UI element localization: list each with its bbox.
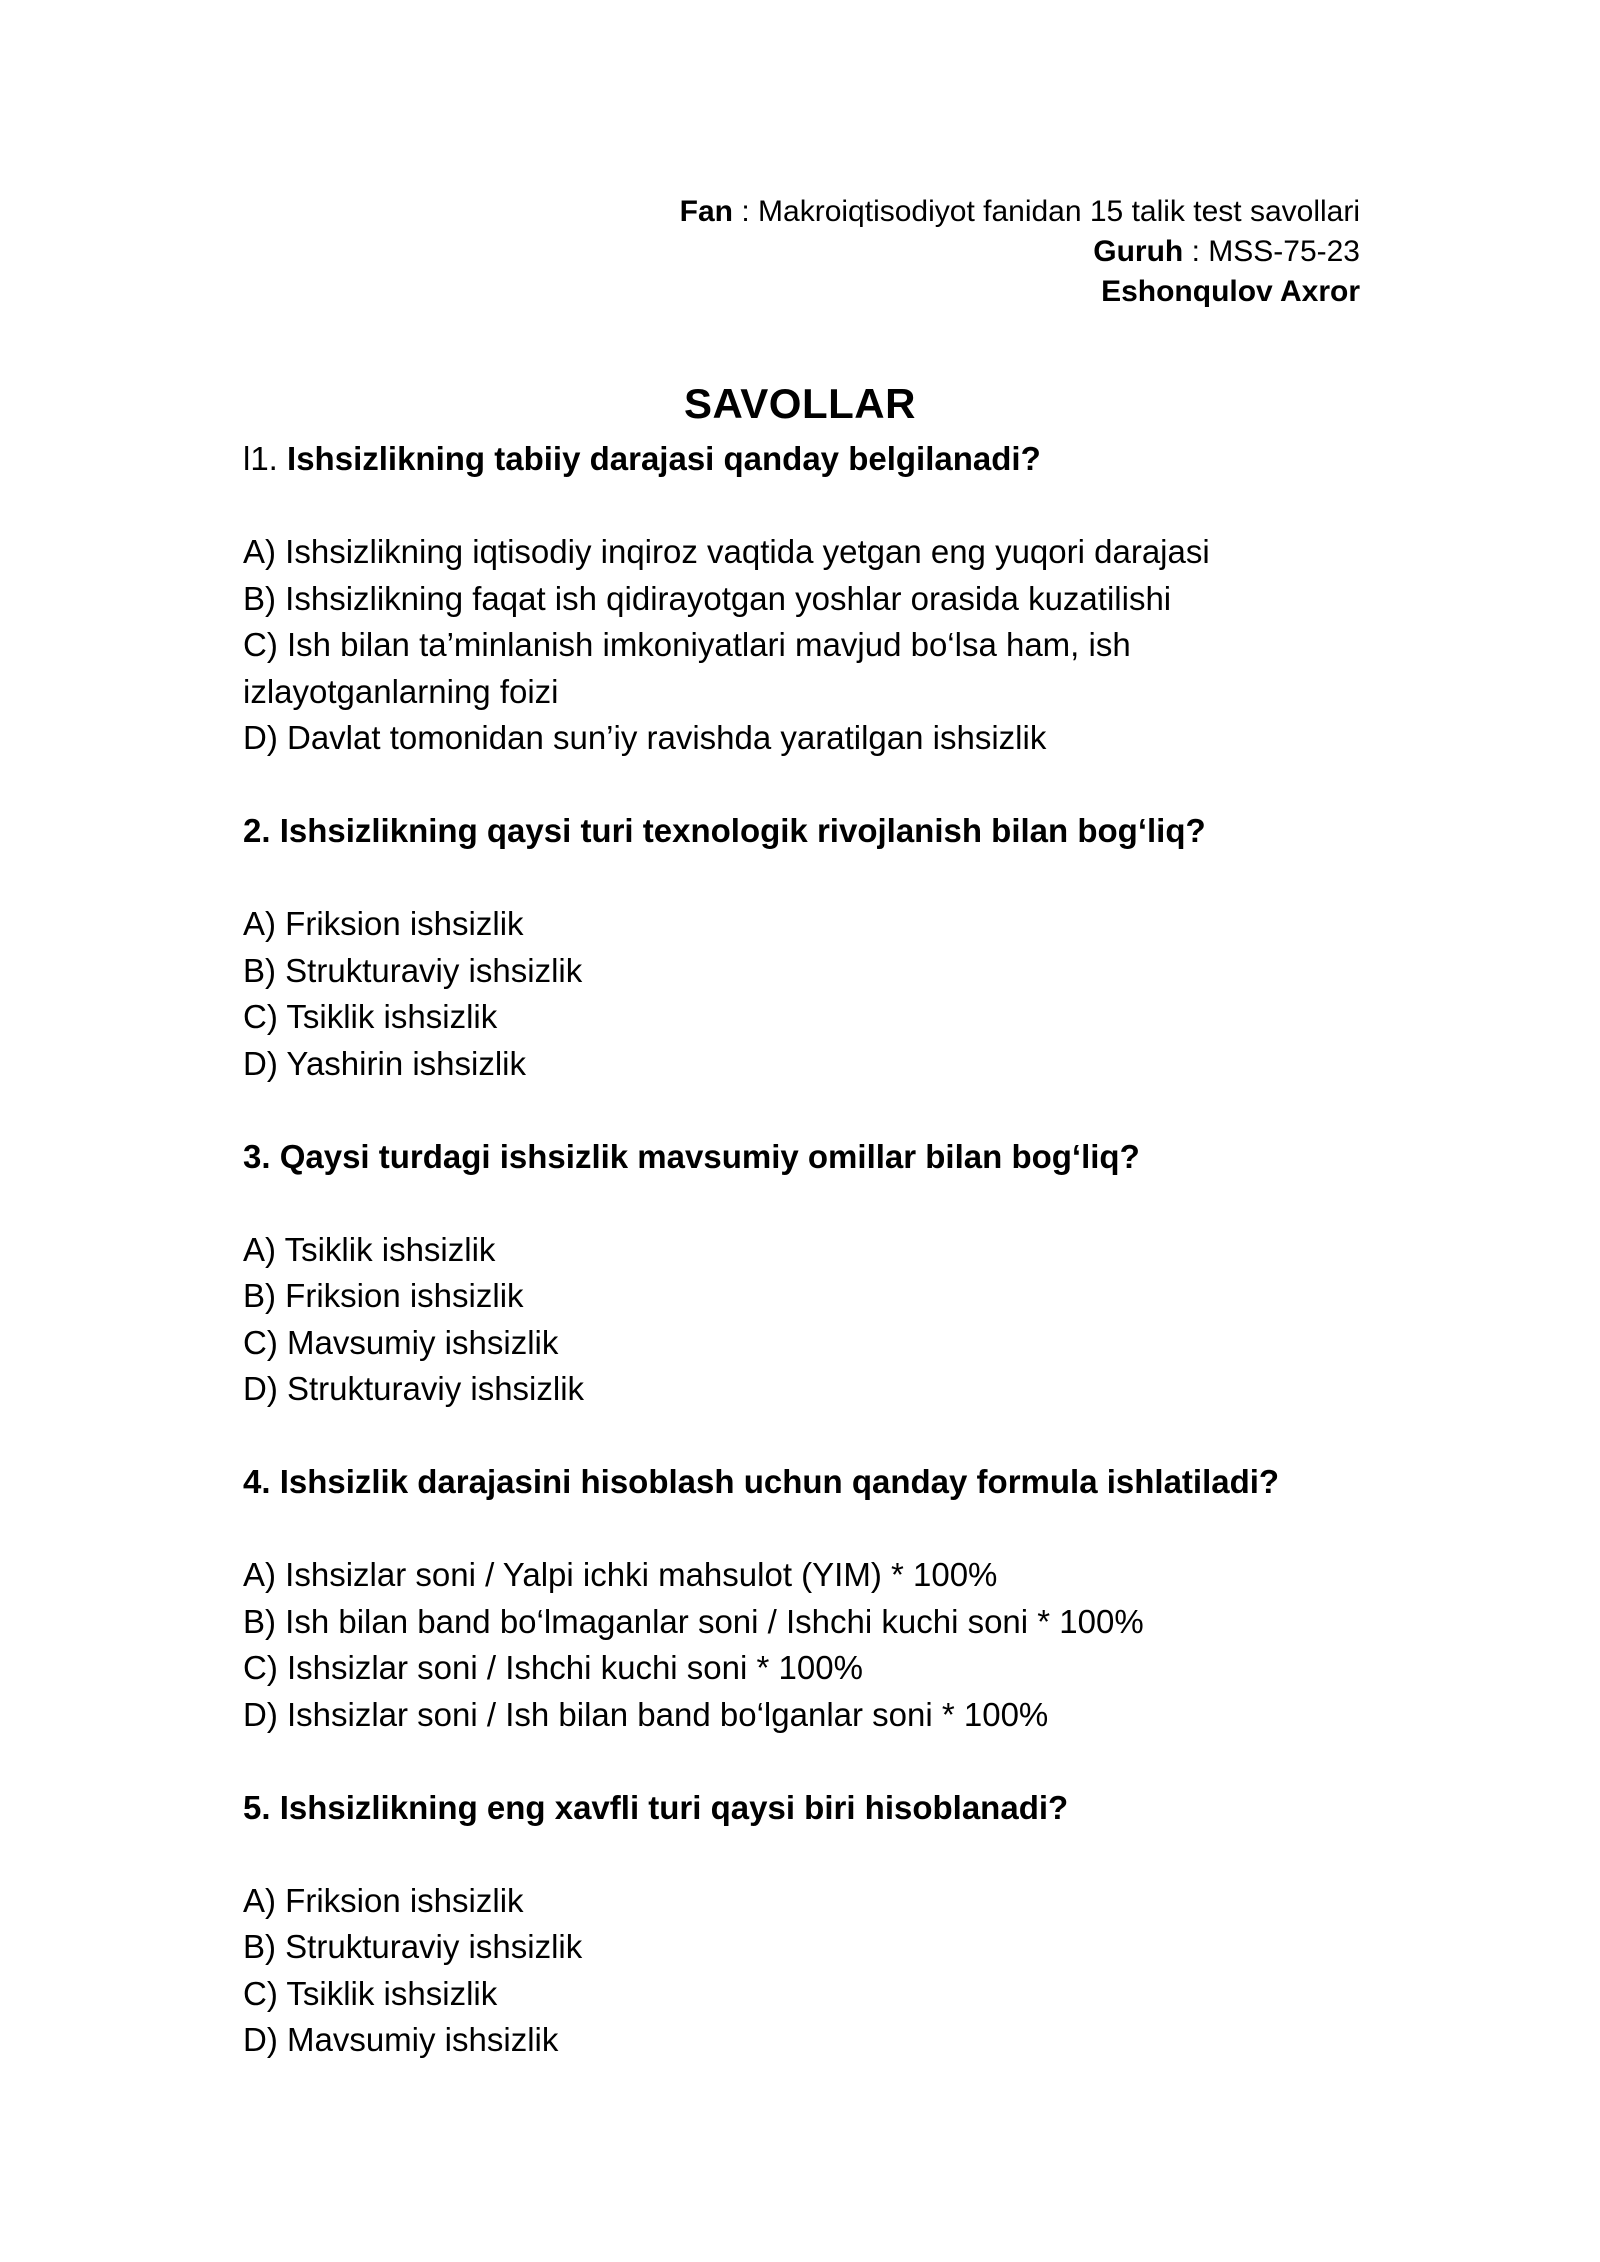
question-title: 2. Ishsizlikning qaysi turi texnologik rivojlanish bilan bog‘liq?	[243, 812, 1206, 849]
option-d: D) Yashirin ishsizlik	[243, 1044, 527, 1082]
option-c: C) Mavsumiy ishsizlik	[243, 1323, 559, 1361]
document-header	[460, 192, 1360, 312]
option-a: A) Tsiklik ishsizlik	[243, 1230, 496, 1268]
option-a: A) Friksion ishsizlik	[243, 905, 524, 942]
question-block-1	[243, 436, 1363, 762]
question-block-4	[243, 1459, 1363, 1738]
question-block-3	[243, 1134, 1363, 1413]
group-line	[460, 232, 1360, 272]
question-block-5	[243, 1785, 1363, 2064]
option-b: B) Strukturaviy ishsizlik	[243, 951, 583, 989]
author-name: Eshonqulov Axror	[1101, 275, 1360, 308]
group-separator: :	[1183, 235, 1209, 268]
question-title: 3. Qaysi turdagi ishsizlik mavsumiy omillar bilan bog‘liq?	[243, 1137, 1140, 1175]
subject-label: Fan	[679, 195, 734, 228]
spacer	[243, 1180, 1363, 1227]
page-title: SAVOLLAR	[684, 380, 916, 427]
option-d: D) Mavsumiy ishsizlik	[243, 2021, 559, 2058]
group-value: MSS-75-23	[1208, 235, 1360, 268]
questions-list	[243, 436, 1363, 2110]
subject-line	[460, 192, 1360, 232]
question-title: 4. Ishsizlik darajasini hisoblash uchun qanday formula ishlatiladi?	[243, 1463, 1280, 1500]
question-text	[243, 436, 1363, 483]
spacer	[243, 1506, 1363, 1553]
spacer	[243, 1831, 1363, 1878]
option-b: B) Ish bilan band bo‘lmaganlar soni / Ishchi kuchi soni * 100%	[243, 1602, 1144, 1640]
spacer	[243, 855, 1363, 902]
option-c: C) Ish bilan ta’minlanish imkoniyatlari mavjud bo‘lsa ham, ish izlayotganlarning foizi	[243, 626, 1131, 710]
question-title: 5. Ishsizlikning eng xavfli turi qaysi biri hisoblanadi?	[243, 1788, 1069, 1826]
question-block-2	[243, 808, 1363, 1087]
option-d: D) Davlat tomonidan sun’iy ravishda yaratilgan ishsizlik	[243, 719, 1047, 756]
option-c: C) Tsiklik ishsizlik	[243, 1974, 498, 2012]
subject-value: Makroiqtisodiyot fanidan 15 talik test savollari	[758, 195, 1360, 228]
question-title: Ishsizlikning tabiiy darajasi qanday belgilanadi?	[287, 440, 1041, 477]
question-prefix: l1.	[243, 440, 288, 477]
option-d: D) Ishsizlar soni / Ish bilan band bo‘lganlar soni * 100%	[243, 1695, 1049, 1733]
option-c: C) Ishsizlar soni / Ishchi kuchi soni * 100%	[243, 1649, 863, 1686]
option-d: D) Strukturaviy ishsizlik	[243, 1370, 585, 1407]
option-a: A) Ishsizlar soni / Yalpi ichki mahsulot (YIM) * 100%	[243, 1556, 998, 1593]
option-b: B) Friksion ishsizlik	[243, 1277, 524, 1314]
option-b: B) Ishsizlikning faqat ish qidirayotgan yoshlar orasida kuzatilishi	[243, 579, 1172, 617]
group-label: Guruh	[1093, 235, 1184, 268]
option-a: A) Friksion ishsizlik	[243, 1881, 524, 1919]
spacer	[243, 483, 1363, 530]
option-c: C) Tsiklik ishsizlik	[243, 998, 498, 1035]
option-b: B) Strukturaviy ishsizlik	[243, 1928, 583, 1965]
option-a: A) Ishsizlikning iqtisodiy inqiroz vaqtida yetgan eng yuqori darajasi	[243, 533, 1210, 570]
subject-separator: :	[733, 195, 759, 228]
